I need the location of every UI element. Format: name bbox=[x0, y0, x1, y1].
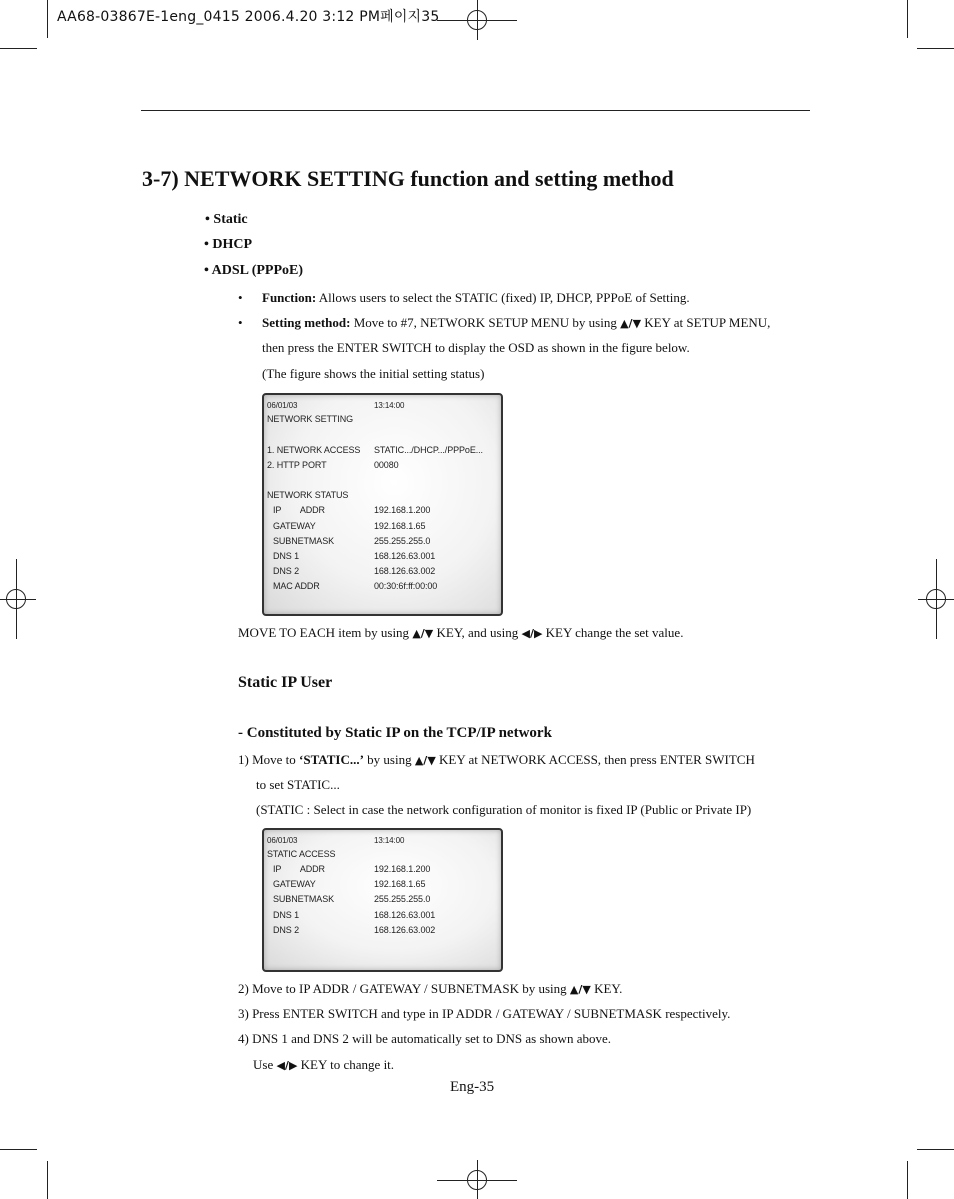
osd1-status-label: SUBNETMASK bbox=[273, 536, 335, 546]
up-down-keys-icon: ▲/▼ bbox=[569, 983, 591, 996]
osd2-time: 13:14:00 bbox=[374, 836, 405, 845]
osd1-status-value: 168.126.63.002 bbox=[374, 566, 436, 576]
step4b-text: KEY to change it. bbox=[297, 1057, 395, 1072]
registration-mark-bottom bbox=[437, 1160, 517, 1199]
move-note-text: MOVE TO EACH item by using bbox=[238, 625, 413, 640]
osd1-status-label: MAC ADDR bbox=[273, 581, 320, 591]
osd1-row-value: 00080 bbox=[374, 460, 399, 470]
crop-mark bbox=[907, 1161, 908, 1199]
step-4-line-2 bbox=[253, 1058, 394, 1071]
left-right-keys-icon: ◀/▶ bbox=[276, 1059, 298, 1072]
osd1-title: NETWORK SETTING bbox=[267, 414, 353, 424]
setting-line-2: then press the ENTER SWITCH to display the OSD as shown in the figure below. bbox=[262, 340, 690, 355]
step-1-line-3: (STATIC : Select in case the network configuration of monitor is fixed IP (Public or Private IP) bbox=[256, 802, 752, 817]
page-title: 3-7) NETWORK SETTING function and setting method bbox=[142, 166, 674, 191]
osd1-status-value: 192.168.1.200 bbox=[374, 505, 431, 515]
osd2-row-label: IP ADDR bbox=[273, 864, 325, 874]
function-label: Function: bbox=[262, 290, 317, 305]
setting-method-line bbox=[238, 316, 770, 329]
page-number: Eng-35 bbox=[450, 1079, 495, 1095]
registration-mark-left bbox=[0, 559, 36, 639]
osd1-status-label: DNS 1 bbox=[273, 551, 300, 561]
mode-dhcp: • DHCP bbox=[204, 237, 253, 252]
static-heading: Static IP User bbox=[238, 674, 333, 691]
osd1-status-value: 00:30:6f:ff:00:00 bbox=[374, 581, 438, 591]
osd1-row-value: STATIC.../DHCP.../PPPoE... bbox=[374, 445, 483, 455]
step-1 bbox=[238, 753, 755, 766]
osd2-date: 06/01/03 bbox=[267, 836, 298, 845]
osd2-row-label: DNS 1 bbox=[273, 910, 300, 920]
move-note bbox=[238, 626, 683, 639]
osd1-status-value: 192.168.1.65 bbox=[374, 521, 426, 531]
osd1-row-label: 2. HTTP PORT bbox=[267, 460, 327, 470]
osd1-status-label: IP ADDR bbox=[273, 505, 325, 515]
crop-mark bbox=[0, 48, 37, 49]
step1-text: KEY at NETWORK ACCESS, then press ENTER SWITCH bbox=[435, 752, 755, 767]
move-note-text: KEY change the set value. bbox=[542, 625, 684, 640]
step-2 bbox=[238, 982, 622, 995]
mode-static: • Static bbox=[205, 212, 248, 227]
step1-static: ‘STATIC...’ bbox=[299, 752, 364, 767]
registration-mark-right bbox=[918, 559, 954, 639]
setting-text-a: Move to #7, NETWORK SETUP MENU by using bbox=[350, 315, 621, 330]
function-bullet: • bbox=[238, 290, 243, 305]
step1-text: 1) Move to bbox=[238, 752, 300, 767]
osd2-title: STATIC ACCESS bbox=[267, 849, 336, 859]
crop-mark bbox=[47, 1161, 48, 1199]
osd2-row-label: DNS 2 bbox=[273, 925, 300, 935]
step4b-text: Use bbox=[253, 1057, 277, 1072]
osd1-status-label: GATEWAY bbox=[273, 521, 316, 531]
print-header: AA68-03867E-1eng_0415 2006.4.20 3:12 PM페이지35 bbox=[57, 9, 440, 25]
osd1-row-label: 1. NETWORK ACCESS bbox=[267, 445, 361, 455]
setting-line-3: (The figure shows the initial setting status) bbox=[262, 366, 485, 381]
osd1-status-label: DNS 2 bbox=[273, 566, 300, 576]
up-down-keys-icon: ▲/▼ bbox=[412, 627, 434, 640]
setting-bullet: • bbox=[238, 315, 243, 330]
up-down-keys-icon: ▲/▼ bbox=[620, 317, 642, 330]
step-1-line-2: to set STATIC... bbox=[256, 777, 340, 792]
osd2-row-value: 168.126.63.001 bbox=[374, 910, 436, 920]
setting-text-b: KEY at SETUP MENU, bbox=[641, 315, 771, 330]
function-text: Allows users to select the STATIC (fixed) IP, DHCP, PPPoE of Setting. bbox=[316, 290, 690, 305]
crop-mark bbox=[0, 1149, 37, 1150]
osd1-status-value: 255.255.255.0 bbox=[374, 536, 431, 546]
crop-mark bbox=[917, 1149, 954, 1150]
step-4: 4) DNS 1 and DNS 2 will be automatically set to DNS as shown above. bbox=[238, 1031, 611, 1046]
osd1-time: 13:14:00 bbox=[374, 401, 405, 410]
mode-adsl: • ADSL (PPPoE) bbox=[204, 263, 304, 278]
step2-text: 2) Move to IP ADDR / GATEWAY / SUBNETMASK by using bbox=[238, 981, 570, 996]
osd1-status-value: 168.126.63.001 bbox=[374, 551, 436, 561]
osd2-row-value: 192.168.1.200 bbox=[374, 864, 431, 874]
crop-mark bbox=[907, 0, 908, 38]
left-right-keys-icon: ◀/▶ bbox=[521, 627, 543, 640]
step-3: 3) Press ENTER SWITCH and type in IP ADDR / GATEWAY / SUBNETMASK respectively. bbox=[238, 1006, 731, 1021]
setting-label: Setting method: bbox=[262, 315, 351, 330]
up-down-keys-icon: ▲/▼ bbox=[414, 754, 436, 767]
header-rule bbox=[141, 110, 810, 111]
step2-text: KEY. bbox=[590, 981, 623, 996]
crop-mark bbox=[47, 0, 48, 38]
crop-mark bbox=[917, 48, 954, 49]
osd2-row-label: SUBNETMASK bbox=[273, 894, 335, 904]
osd1-status-title: NETWORK STATUS bbox=[267, 490, 349, 500]
osd2-row-label: GATEWAY bbox=[273, 879, 316, 889]
move-note-text: KEY, and using bbox=[433, 625, 522, 640]
osd2-row-value: 168.126.63.002 bbox=[374, 925, 436, 935]
step1-text: by using bbox=[363, 752, 415, 767]
osd2-row-value: 255.255.255.0 bbox=[374, 894, 431, 904]
osd2-row-value: 192.168.1.65 bbox=[374, 879, 426, 889]
constituted-heading: - Constituted by Static IP on the TCP/IP network bbox=[238, 725, 552, 741]
registration-mark-top bbox=[437, 0, 517, 40]
function-line bbox=[238, 291, 690, 304]
osd1-date: 06/01/03 bbox=[267, 401, 298, 410]
